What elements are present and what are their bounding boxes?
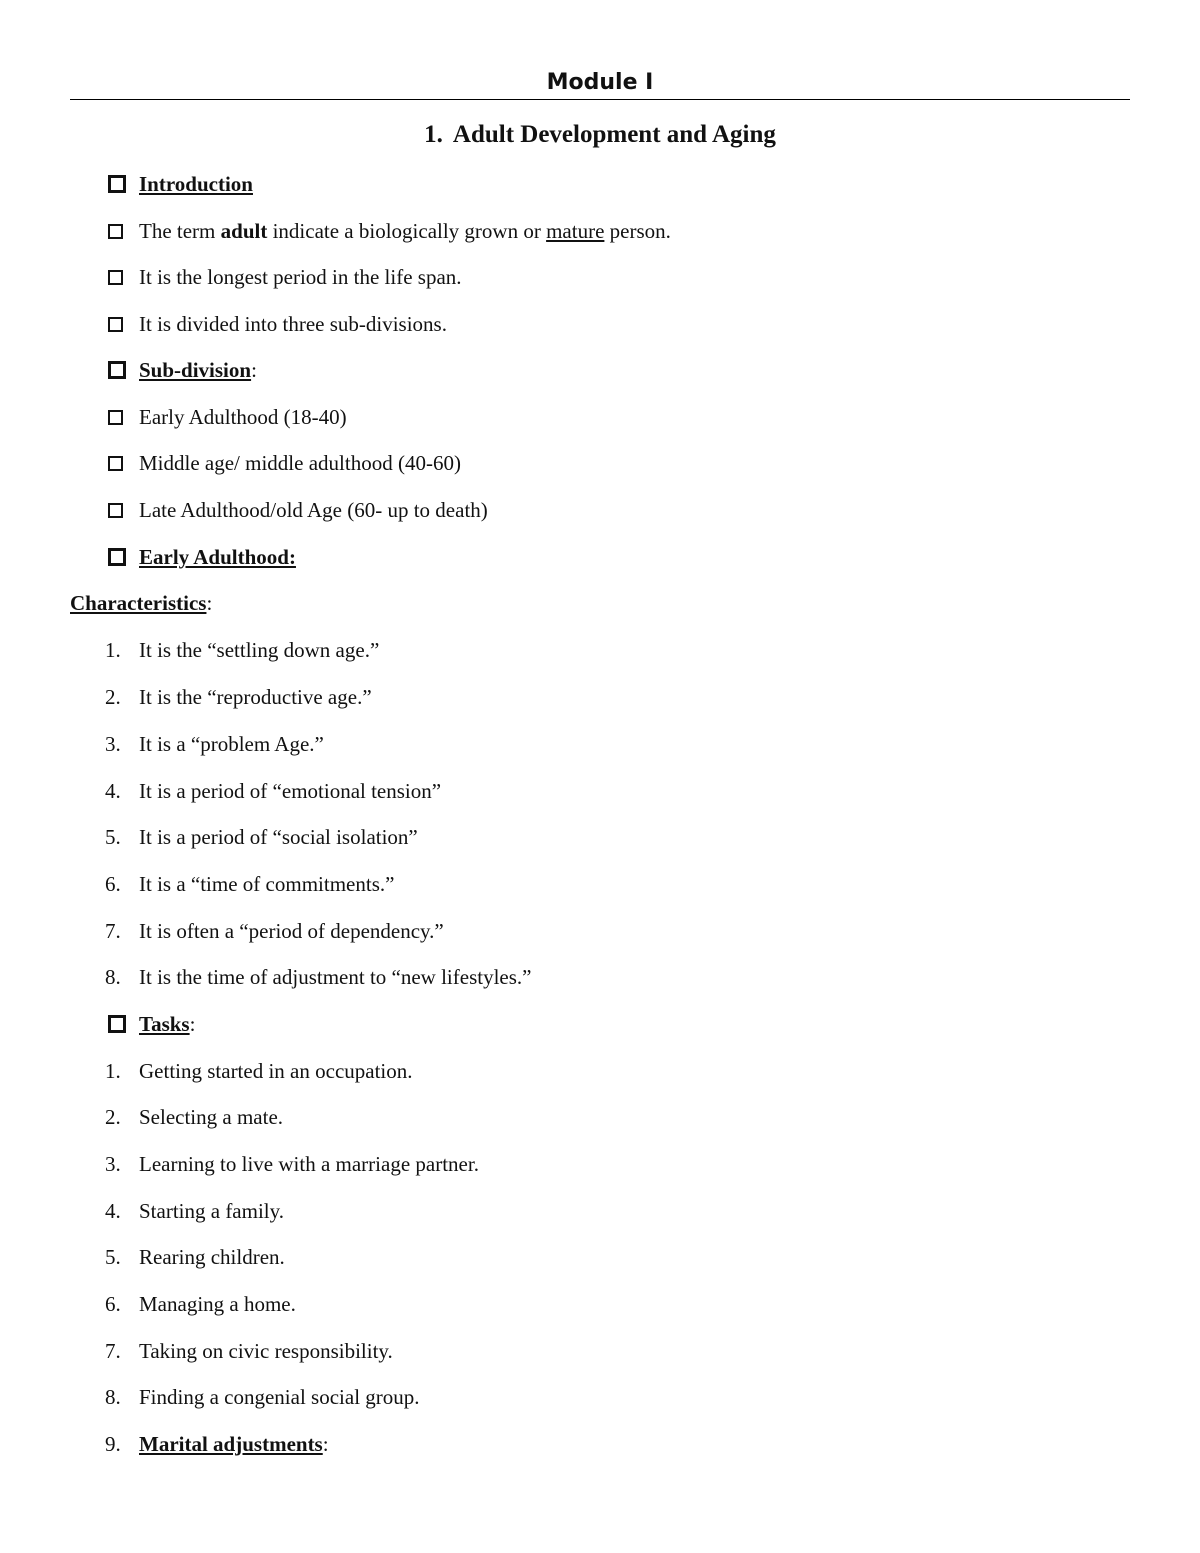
section-number: 1. [424, 121, 443, 148]
list-item-text: It is the “settling down age.” [139, 638, 380, 662]
list-item [70, 1380, 1130, 1414]
checkbox-bullet-icon [105, 353, 135, 387]
list-item-text: It is a “time of commitments.” [139, 872, 395, 896]
list-number: 8. [105, 965, 121, 989]
list-number: 6. [105, 1292, 121, 1316]
checkbox-bullet-icon [105, 400, 135, 434]
list-item [70, 1240, 1130, 1274]
list-number: 4. [105, 779, 121, 803]
list-item-text: Taking on civic responsibility. [139, 1339, 393, 1363]
list-item [70, 820, 1130, 854]
list-item [70, 727, 1130, 761]
list-number: 1. [105, 638, 121, 662]
subdivision-heading-row [70, 353, 1130, 387]
checkbox-bullet-icon [105, 167, 135, 201]
list-number: 5. [105, 1245, 121, 1269]
list-item-text: Finding a congenial social group. [139, 1385, 420, 1409]
subdivision-item [70, 493, 1130, 527]
section-title-text: Adult Development and Aging [452, 121, 776, 148]
intro-line-2 [70, 260, 1130, 294]
list-number: 9. [105, 1432, 121, 1456]
checkbox-bullet-icon [105, 260, 135, 294]
list-number: 7. [105, 1339, 121, 1363]
checkbox-bullet-icon [105, 214, 135, 248]
list-item [70, 1287, 1130, 1321]
list-item [70, 1100, 1130, 1134]
list-item-text: Managing a home. [139, 1292, 296, 1316]
list-item-text: It is the “reproductive age.” [139, 685, 372, 709]
intro-heading-row [70, 167, 1130, 201]
checkbox-bullet-icon [105, 307, 135, 341]
tasks-heading: Tasks: [139, 1012, 196, 1036]
list-item-text: It is a period of “social isolation” [139, 825, 418, 849]
intro-line-1 [70, 214, 1130, 248]
list-item [70, 633, 1130, 667]
list-item-text: It is the time of adjustment to “new lifestyles.” [139, 965, 532, 989]
marital-adjustments-heading: Marital adjustments: [139, 1432, 329, 1456]
list-item [70, 680, 1130, 714]
list-item-text: Learning to live with a marriage partner. [139, 1152, 479, 1176]
module-header [70, 68, 1130, 100]
list-number: 3. [105, 1152, 121, 1176]
tasks-heading-row [70, 1007, 1130, 1041]
section-title [0, 118, 1200, 152]
list-item [70, 960, 1130, 994]
subdivision-item-text: Early Adulthood (18-40) [139, 405, 347, 429]
list-item-text: Getting started in an occupation. [139, 1059, 413, 1083]
intro-line-3 [70, 307, 1130, 341]
list-item [70, 1427, 1130, 1461]
list-item-text: It is a “problem Age.” [139, 732, 324, 756]
checkbox-bullet-icon [105, 1007, 135, 1041]
intro-line-2-text: It is the longest period in the life span. [139, 265, 462, 289]
intro-line-3-text: It is divided into three sub-divisions. [139, 312, 447, 336]
subdivision-item-text: Middle age/ middle adulthood (40-60) [139, 451, 461, 475]
list-item [70, 1334, 1130, 1368]
subdivision-heading-text: Sub-division: [139, 358, 257, 382]
list-item [70, 774, 1130, 808]
list-number: 6. [105, 872, 121, 896]
list-number: 8. [105, 1385, 121, 1409]
list-number: 3. [105, 732, 121, 756]
checkbox-bullet-icon [105, 446, 135, 480]
subdivision-item [70, 400, 1130, 434]
characteristics-heading-row [70, 586, 1130, 620]
list-item-text: Selecting a mate. [139, 1105, 284, 1129]
module-title: Module I [546, 70, 654, 95]
list-item [70, 914, 1130, 948]
list-number: 2. [105, 685, 121, 709]
intro-heading: Introduction [139, 172, 253, 196]
checkbox-bullet-icon [105, 493, 135, 527]
mature-link[interactable]: mature [546, 219, 605, 243]
list-item-text: Starting a family. [139, 1199, 285, 1223]
early-adulthood-heading-row [70, 540, 1130, 574]
list-item [70, 1194, 1130, 1228]
list-item [70, 1054, 1130, 1088]
list-item-text: It is often a “period of dependency.” [139, 919, 444, 943]
list-item [70, 867, 1130, 901]
list-item-text: Rearing children. [139, 1245, 285, 1269]
early-adulthood-heading: Early Adulthood: [139, 545, 296, 569]
list-number: 4. [105, 1199, 121, 1223]
list-number: 1. [105, 1059, 121, 1083]
intro-line-1-text: The term adult indicate a biologically grown or mature person. [139, 219, 671, 243]
subdivision-item [70, 446, 1130, 480]
characteristics-heading: Characteristics: [70, 591, 213, 615]
list-item-text: It is a period of “emotional tension” [139, 779, 442, 803]
list-number: 2. [105, 1105, 121, 1129]
checkbox-bullet-icon [105, 540, 135, 574]
list-number: 7. [105, 919, 121, 943]
list-item [70, 1147, 1130, 1181]
subdivision-item-text: Late Adulthood/old Age (60- up to death) [139, 498, 488, 522]
list-number: 5. [105, 825, 121, 849]
